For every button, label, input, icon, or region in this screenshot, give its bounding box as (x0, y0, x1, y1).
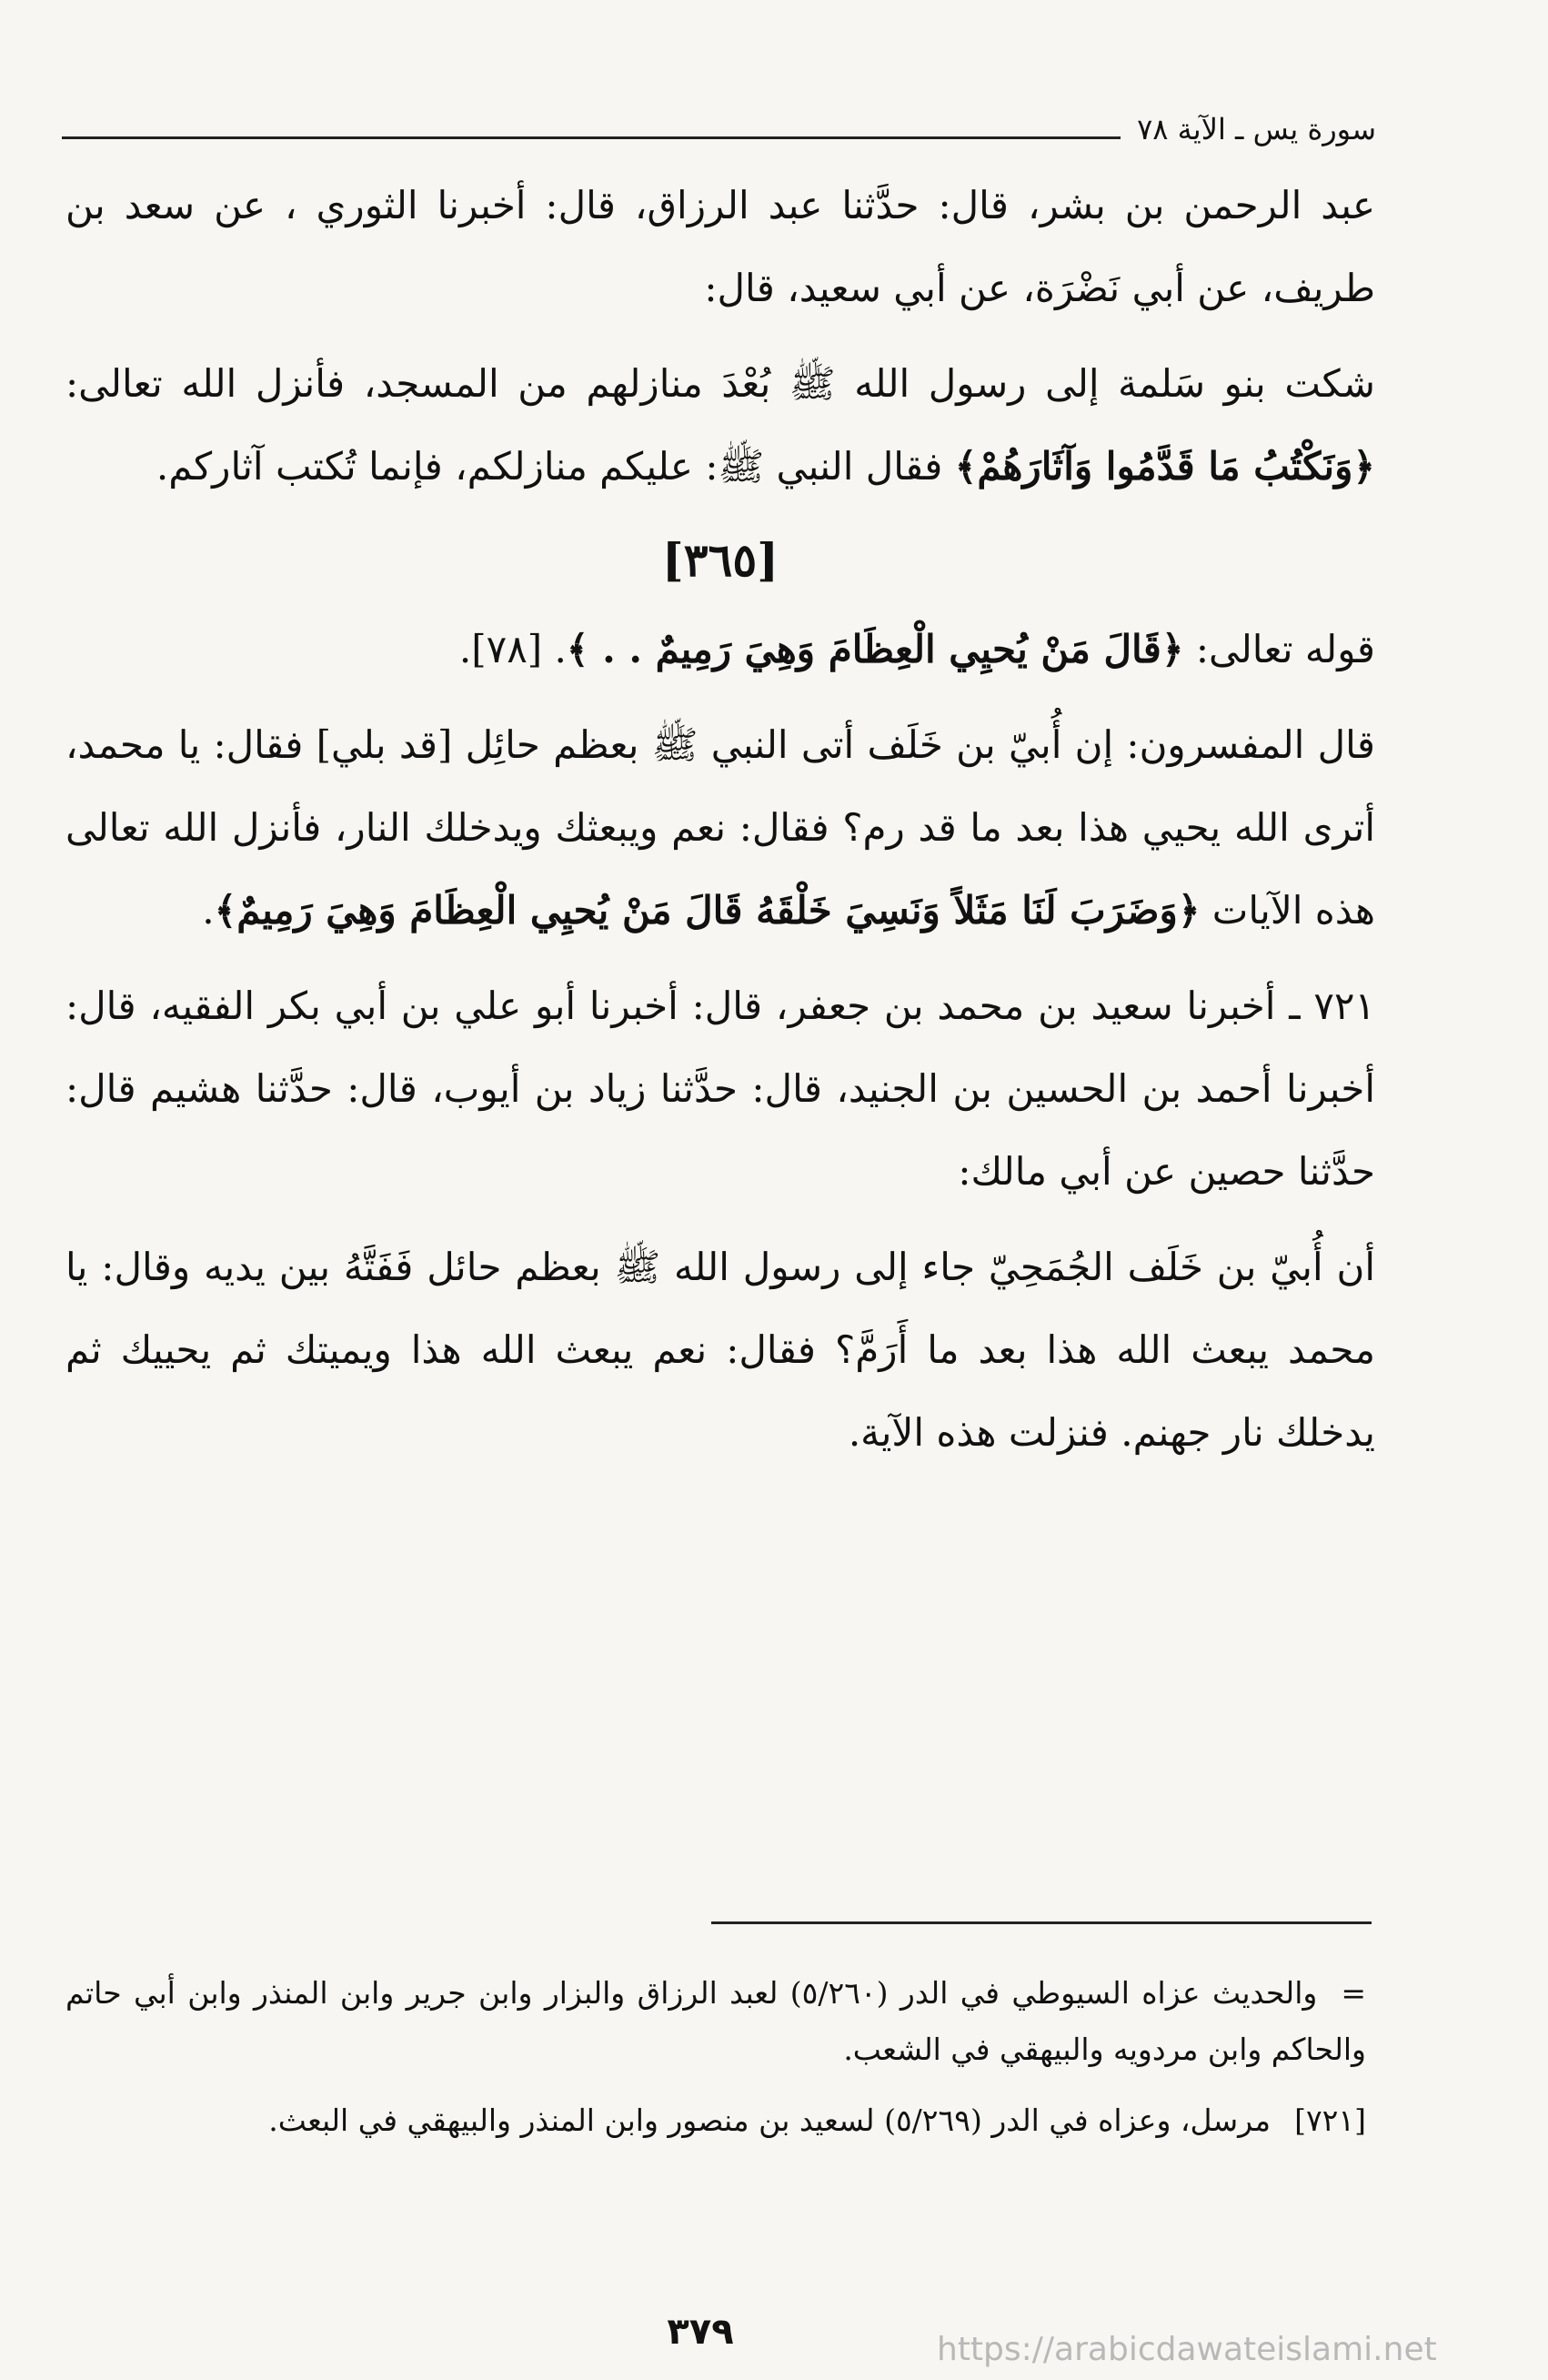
paragraph-hadith-1 (65, 342, 1375, 508)
footnote-text: والحديث عزاه السيوطي في الدر (٥/٢٦٠) لعبد الرزاق والبزار وابن جرير وابن المنذر وابن أبي حاتم والحاكم وابن مردويه والبيهقي في الشعب. (65, 1975, 1366, 2067)
footnote-continuation (65, 1965, 1366, 2078)
footnotes (65, 1965, 1366, 2163)
verse-heading (65, 608, 1375, 691)
quran-quote: ﴿وَنَكْتُبُ مَا قَدَّمُوا وَآثَارَهُمْ﴾ (954, 444, 1375, 489)
paragraph-text: فقال النبي ﷺ: عليكم منازلكم، فإنما تُكتب آثاركم. (156, 444, 955, 489)
paragraph-text: شكت بنو سَلمة إلى رسول الله ﷺ بُعْدَ منازلهم من المسجد، فأنزل الله تعالى: (65, 361, 1375, 406)
quran-quote: ﴿قَالَ مَنْ يُحيِي الْعِظَامَ وَهِيَ رَمِيمٌ . . ﴾ (566, 627, 1184, 671)
footnote-divider (711, 1921, 1372, 1924)
paragraph-text: قال المفسرون: إن أُبيّ بن خَلَف أتى النبي ﷺ بعظم حائِل [قد بلي] فقال: يا محمد، أترى الله يحيي هذا بعد ما قد رم؟ فقال: نعم ويبعثك ويدخلك النار، فأنزل الله تعالى هذه الآيات (65, 722, 1375, 933)
page-number: ٣٧٩ (667, 2311, 734, 2353)
section-number: [٣٦٥] (662, 533, 779, 587)
paragraph-mufassirun (65, 703, 1375, 952)
footnote-text: مرسل، وعزاه في الدر (٥/٢٦٩) لسعيد بن منصور وابن المنذر والبيهقي في البعث. (268, 2103, 1272, 2138)
running-head-rule (62, 136, 1121, 139)
verse-intro: قوله تعالى: (1183, 627, 1375, 671)
footnote-marker: = (1341, 1975, 1366, 2011)
paragraph-isnad-721: ٧٢١ ـ أخبرنا سعيد بن محمد بن جعفر، قال: أخبرنا أبو علي بن أبي بكر الفقيه، قال: أخبرنا أحمد بن الحسين بن الجنيد، قال: حدَّثنا زياد بن أيوب، قال: حدَّثنا هشيم قال: حدَّثنا حصين عن أبي مالك: (65, 983, 1375, 1194)
paragraph-hadith-721: أن أُبيّ بن خَلَف الجُمَحِيّ جاء إلى رسول الله ﷺ بعظم حائل فَفَتَّهُ بين يديه وقال: يا محمد يبعث الله هذا بعد ما أَرَمَّ؟ فقال: نعم يبعث الله هذا ويميتك ثم يحييك ثم يدخلك نار جهنم. فنزلت هذه الآية. (65, 1245, 1375, 1455)
footnote-721 (65, 2093, 1366, 2149)
running-head (62, 102, 1376, 156)
paragraph-end: . (202, 888, 215, 933)
footnote-marker: [٧٢١] (1294, 2103, 1366, 2138)
running-head-title: سورة يس ـ الآية ٧٨ (1137, 112, 1376, 146)
paragraph-isnad-1: عبد الرحمن بن بشر، قال: حدَّثنا عبد الرزاق، قال: أخبرنا الثوري ، عن سعد بن طريف، عن أبي نَضْرَة، عن أبي سعيد، قال: (65, 183, 1375, 310)
watermark-url: https://arabicdawateislami.net (937, 2331, 1437, 2368)
verse-reference: . [٧٨]. (458, 627, 567, 671)
quran-quote: ﴿وَضَرَبَ لَنَا مَثَلاً وَنَسِيَ خَلْقَهُ قَالَ مَنْ يُحيِي الْعِظَامَ وَهِيَ رَمِيمٌ﴾ (214, 888, 1201, 933)
main-text (65, 164, 1375, 1474)
